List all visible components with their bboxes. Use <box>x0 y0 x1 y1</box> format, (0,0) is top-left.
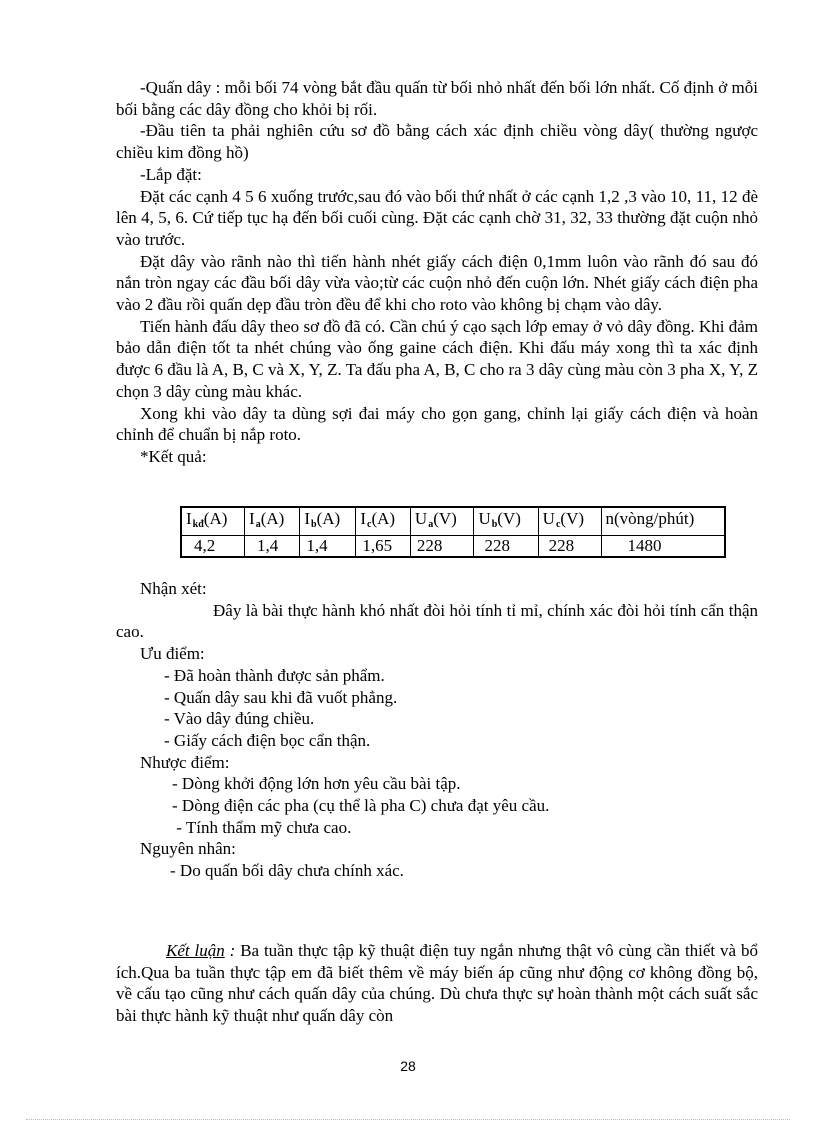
footer-divider <box>26 1119 790 1120</box>
value-cell: 228 <box>538 536 601 558</box>
paragraph-finishing: Xong khi vào dây ta dùng sợi đai máy cho gọn gang, chỉnh lại giấy cách điện và hoàn chỉnh để chuẩn bị nắp roto. <box>116 403 758 445</box>
header-cell: $I_a(A)$ <box>245 507 300 536</box>
paragraph-place-edges: Đặt các cạnh 4 5 6 xuống trước,sau đó vào bối thứ nhất ở các cạnh 1,2 ,3 vào 10, 11, 12 đè lên 4, 5, 6. Cứ tiếp tục hạ đến bối cuối cùng. Đặt các cạnh chờ 31, 32, 33 thường đặt cuộn nhỏ vào trước. <box>116 186 758 249</box>
value-cell: 1,4 <box>300 536 356 558</box>
review-text: Đây là bài thực hành khó nhất đòi hỏi tính tỉ mỉ, chính xác đòi hỏi tính cẩn thận cao. <box>116 600 758 642</box>
pros-list <box>116 665 758 752</box>
paragraph-winding: -Quấn dây : mỗi bối 74 vòng bắt đầu quấn từ bối nhỏ nhất đến bối lớn nhất. Cố định ở mỗi bối bằng các dây đồng cho khỏi bị rối. <box>116 78 758 119</box>
cons-title: Nhược điểm: <box>140 752 230 772</box>
list-item: - Đã hoàn thành được sản phẩm. <box>164 665 385 685</box>
paragraph-install-heading: -Lắp đặt: <box>140 164 202 184</box>
cause-title: Nguyên nhân: <box>140 839 236 859</box>
value-cell: 1,4 <box>245 536 300 558</box>
value-cell: 1480 <box>601 536 725 558</box>
list-item: - Do quấn bối dây chưa chính xác. <box>170 861 404 881</box>
page-number: 28 <box>400 1058 416 1074</box>
review-title: Nhận xét: <box>140 579 207 598</box>
header-cell: $U_b(V)$ <box>474 507 538 536</box>
conclusion-text: Ba tuần thực tập kỹ thuật điện tuy ngắn nhưng thật vô cùng cần thiết và bổ ích.Qua ba tuần thực tập em đã biết thêm về máy biến áp cũng như động cơ không đồng bộ, về cấu tạo cũng như cách quấn dây của chúng. Dù chưa thực sự hoàn thành một cách suất sắc bài thực hành kỹ thuật như quấn dây còn <box>116 941 758 1026</box>
paragraph-insulation: Đặt dây vào rãnh nào thì tiến hành nhét giấy cách điện 0,1mm luôn vào rãnh đó sau đó nắn tròn ngay các đầu bối dây vừa vào;từ các cuộn nhỏ đến cuộn lớn. Nhét giấy cách điện pha vào 2 đầu rồi quấn dẹp đầu tròn đều để khi cho roto vào không bị chạm vào dây. <box>116 251 758 315</box>
list-item: - Dòng khởi động lớn hơn yêu cầu bài tập. <box>172 774 461 794</box>
header-cell: $U_a(V)$ <box>410 507 474 536</box>
conclusion-label: Kết luận <box>166 941 225 960</box>
result-label: *Kết quả: <box>140 446 207 466</box>
list-item: - Tính thẩm mỹ chưa cao. <box>172 817 352 837</box>
header-cell: n(vòng/phút) <box>601 507 725 536</box>
results-table <box>180 506 726 558</box>
list-item: - Dòng điện các pha (cụ thể là pha C) chưa đạt yêu cầu. <box>172 796 550 816</box>
header-cell: $U_c(V)$ <box>538 507 601 536</box>
pros-title: Ưu điểm: <box>140 644 205 664</box>
conclusion-section <box>116 940 758 1027</box>
value-cell: 4,2 <box>181 536 245 558</box>
cause-list <box>116 860 758 882</box>
header-cell: $I_c(A)$ <box>356 507 411 536</box>
paragraph-wiring: Tiến hành đấu dây theo sơ đồ đã có. Cần chú ý cạo sạch lớp emay ở vỏ dây đồng. Khi đảm bảo dẫn điện tốt ta nhét chúng vào ống gaine cách điện. Khi đấu máy xong thì ta xác định được 6 đầu là A, B, C và X, Y, Z. Ta đấu pha A, B, C cho ra 3 dây cùng màu còn 3 pha X, Y, Z chọn 3 dây cùng màu khác. <box>116 316 758 401</box>
value-cell: 228 <box>474 536 538 558</box>
list-item: - Giấy cách điện bọc cẩn thận. <box>164 730 371 750</box>
list-item: - Quấn dây sau khi đã vuốt phẳng. <box>164 687 398 707</box>
paragraph-diagram: -Đầu tiên ta phải nghiên cứu sơ đồ bằng cách xác định chiều vòng dây( thường ngược chiều kim đồng hồ) <box>116 121 758 163</box>
header-cell: $I_b(A)$ <box>300 507 356 536</box>
value-cell: 1,65 <box>356 536 411 558</box>
value-cell: 228 <box>410 536 474 558</box>
list-item: - Vào dây đúng chiều. <box>164 709 315 729</box>
header-cell: $I_{kđ}(A)$ <box>181 507 245 536</box>
conclusion-colon: : <box>224 941 236 960</box>
cons-list <box>116 773 758 838</box>
document-body <box>116 77 758 468</box>
table-header-row <box>181 507 725 536</box>
review-section <box>116 578 758 882</box>
table-row <box>181 536 725 558</box>
conclusion-paragraph <box>116 940 758 1027</box>
